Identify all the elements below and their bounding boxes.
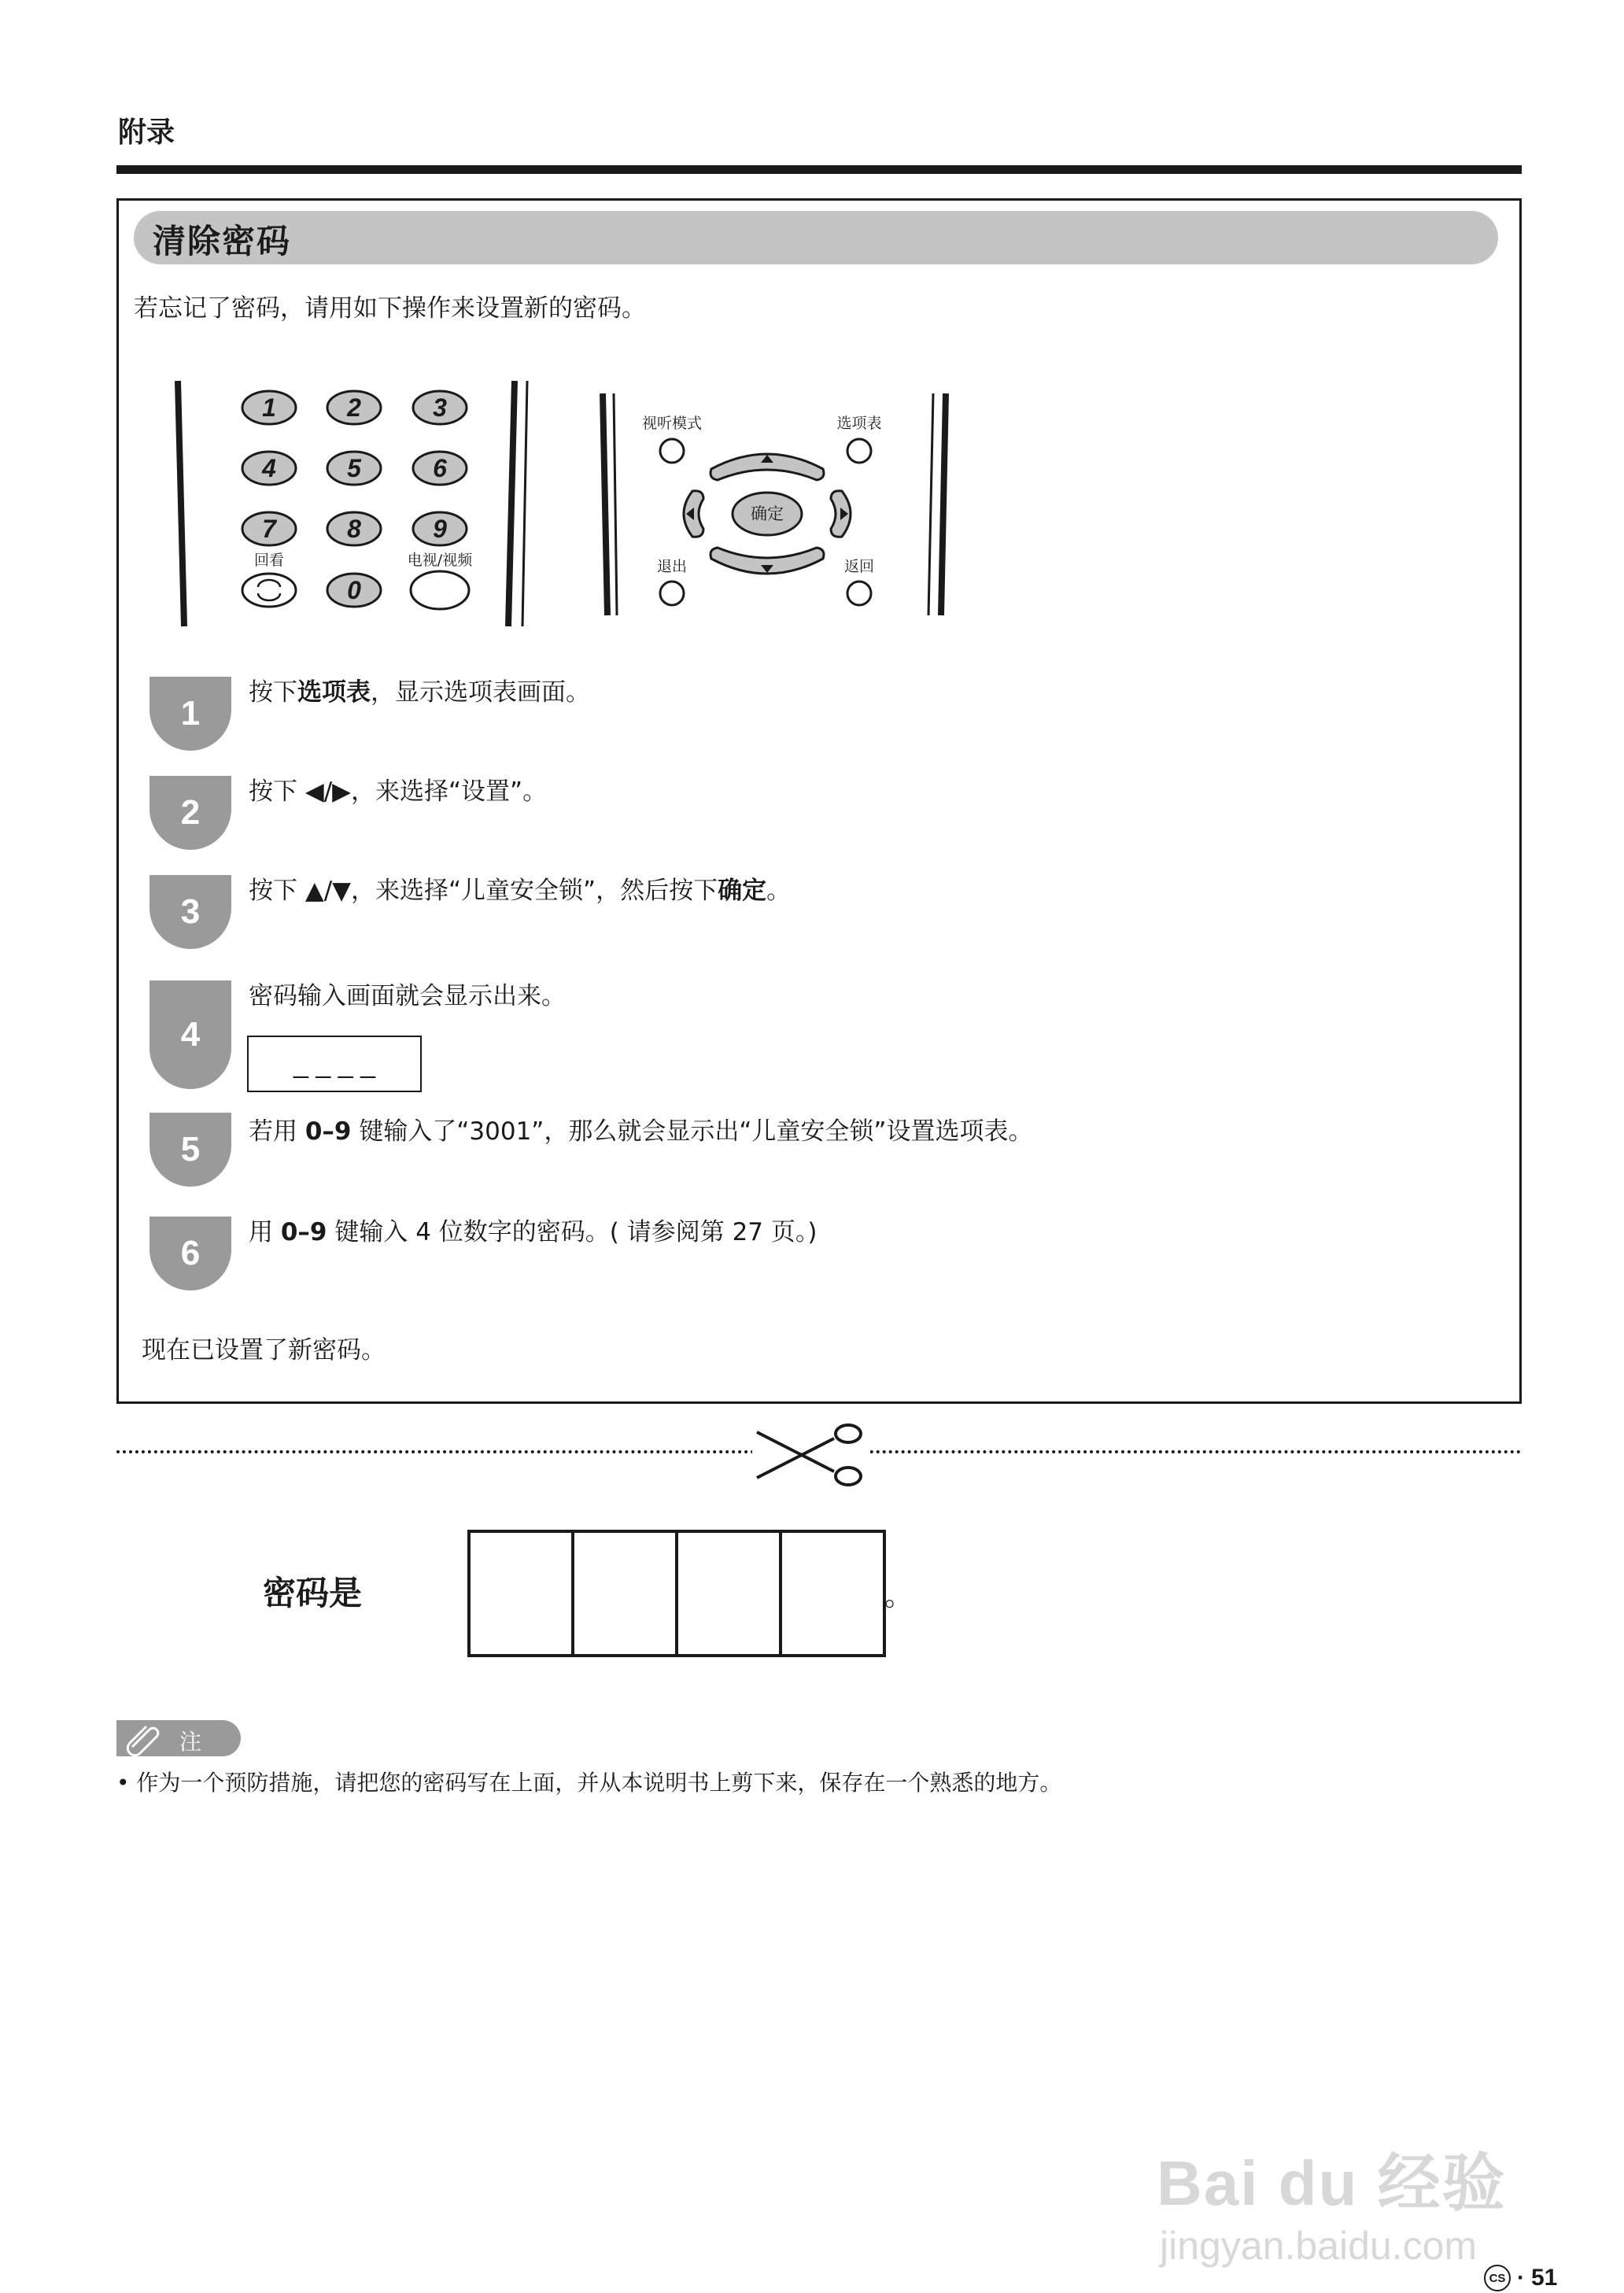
av-mode-button[interactable] bbox=[660, 439, 684, 463]
digit-8-label: 8 bbox=[347, 515, 361, 543]
menu-button[interactable] bbox=[847, 439, 871, 463]
digit-6-label: 6 bbox=[433, 454, 447, 482]
watermark-brand: Bai du 经验 bbox=[1157, 2148, 1507, 2218]
digit-7-button[interactable] bbox=[242, 512, 296, 545]
digit-4-label: 4 bbox=[262, 454, 276, 482]
step-1-badge: 1 bbox=[149, 677, 231, 751]
step-2-badge: 2 bbox=[149, 776, 231, 850]
page-footer bbox=[1484, 2265, 1557, 2291]
step-4-badge: 4 bbox=[149, 980, 231, 1089]
header-rule bbox=[116, 165, 1522, 174]
digit-7-label: 7 bbox=[262, 515, 276, 543]
digit-9-label: 9 bbox=[433, 515, 447, 543]
digit-9-button[interactable] bbox=[413, 512, 467, 545]
exit-label: 退出 bbox=[656, 558, 688, 575]
digit-8-button[interactable] bbox=[327, 512, 381, 545]
page-header-title: 附录 bbox=[118, 116, 175, 149]
section-title: 清除密码 bbox=[153, 222, 292, 260]
intro-text: 若忘记了密码，请用如下操作来设置新的密码。 bbox=[134, 294, 646, 323]
password-memo-grid bbox=[467, 1530, 886, 1657]
return-label: 返回 bbox=[843, 558, 875, 575]
step-3-text: 按下 ▲/▼，来选择“儿童安全锁”，然后按下确定。 bbox=[249, 877, 792, 905]
outro-text: 现在已设置了新密码。 bbox=[142, 1336, 386, 1364]
watermark-url: jingyan.baidu.com bbox=[1160, 2224, 1478, 2268]
language-badge: CS bbox=[1484, 2265, 1511, 2291]
tv-video-button[interactable] bbox=[411, 571, 469, 609]
password-memo-label: 密码是 bbox=[263, 1574, 363, 1612]
step-5-badge: 5 bbox=[149, 1113, 231, 1187]
password-digit-box bbox=[678, 1533, 782, 1654]
digit-5-button[interactable] bbox=[327, 452, 381, 485]
password-memo-period: 。 bbox=[884, 1580, 914, 1612]
step-2-text: 按下 ◀/▶，来选择“设置”。 bbox=[249, 777, 548, 806]
step-1-text: 按下选项表，显示选项表画面。 bbox=[249, 678, 590, 707]
digit-1-label: 1 bbox=[262, 393, 276, 422]
scissors-icon bbox=[752, 1421, 870, 1487]
note-text: • 作为一个预防措施，请把您的密码写在上面，并从本说明书上剪下来，保存在一个熟悉的地方。 bbox=[116, 1770, 1062, 1796]
exit-button[interactable] bbox=[660, 582, 684, 605]
step-4-text: 密码输入画面就会显示出来。 bbox=[249, 982, 566, 1010]
password-entry-box: _ _ _ _ bbox=[247, 1036, 422, 1092]
password-digit-box bbox=[574, 1533, 678, 1654]
recall-label: 回看 bbox=[253, 552, 285, 569]
enter-label: 确定 bbox=[751, 504, 784, 523]
note-label: 注 bbox=[179, 1729, 202, 1755]
digit-2-button[interactable] bbox=[327, 391, 381, 424]
return-button[interactable] bbox=[847, 582, 871, 605]
digit-0-label: 0 bbox=[347, 576, 361, 604]
watermark bbox=[1157, 2132, 1507, 2269]
digit-5-label: 5 bbox=[347, 454, 361, 482]
note-tab bbox=[116, 1720, 241, 1756]
digit-4-button[interactable] bbox=[242, 452, 296, 485]
password-digit-box bbox=[471, 1533, 574, 1654]
digit-1-button[interactable] bbox=[242, 391, 296, 424]
digit-3-label: 3 bbox=[433, 393, 447, 422]
step-6-text: 用 0–9 键输入 4 位数字的密码。( 请参阅第 27 页。) bbox=[249, 1218, 818, 1246]
tv-video-label: 电视/视频 bbox=[407, 552, 473, 569]
digit-6-button[interactable] bbox=[413, 452, 467, 485]
digit-0-button[interactable] bbox=[327, 574, 381, 607]
recall-button[interactable] bbox=[242, 574, 296, 607]
paperclip-icon bbox=[123, 1720, 164, 1756]
digit-3-button[interactable] bbox=[413, 391, 467, 424]
remote-nav-illustration bbox=[593, 390, 955, 618]
step-3-badge: 3 bbox=[149, 875, 231, 949]
footer-separator: · bbox=[1517, 2265, 1525, 2291]
section-title-bar bbox=[134, 211, 1498, 264]
menu-label: 选项表 bbox=[836, 415, 882, 432]
step-5-text: 若用 0–9 键输入了“3001”，那么就会显示出“儿童安全锁”设置选项表。 bbox=[249, 1117, 1033, 1146]
page-number: 51 bbox=[1531, 2265, 1558, 2291]
password-digit-box bbox=[782, 1533, 883, 1654]
remote-keypad-illustration bbox=[168, 378, 538, 630]
step-6-badge: 6 bbox=[149, 1217, 231, 1291]
digit-2-label: 2 bbox=[347, 393, 361, 422]
av-mode-label: 视听模式 bbox=[641, 415, 703, 432]
